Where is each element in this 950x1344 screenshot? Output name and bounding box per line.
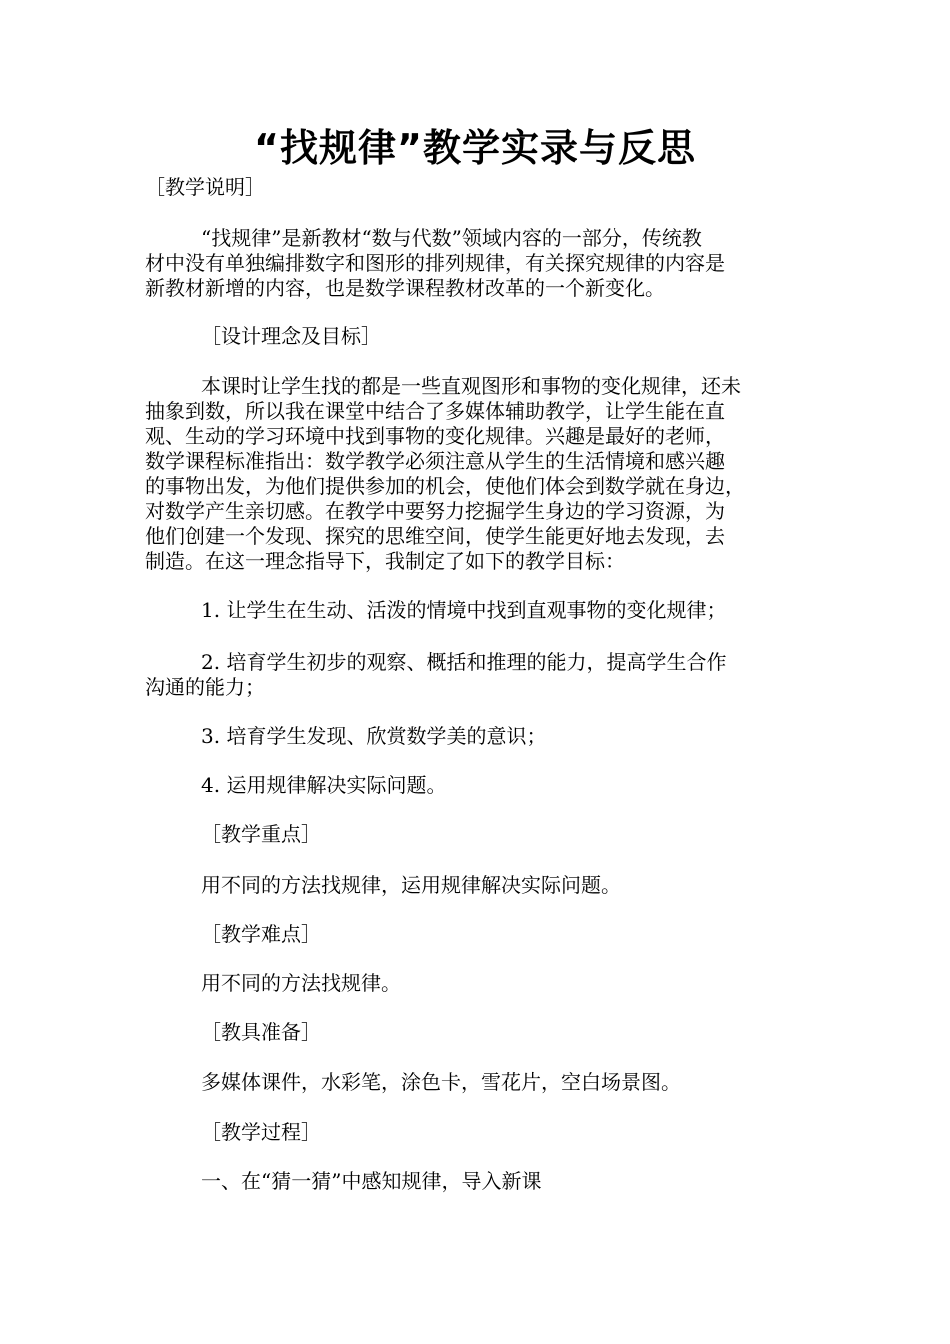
heading-teaching-materials: ［教具准备］	[201, 1020, 321, 1044]
process-step-1: 一、在“猜一猜”中感知规律，导入新课	[201, 1169, 542, 1193]
heading-teaching-description: ［教学说明］	[145, 175, 265, 199]
heading-teaching-process: ［教学过程］	[201, 1120, 321, 1144]
design-line-5: 的事物出发，为他们提供参加的机会，使他们体会到数学就在身边，	[145, 474, 745, 498]
goal-item-2-line-1: 2. 培育学生初步的观察、概括和推理的能力，提高学生合作	[201, 650, 727, 674]
goal-item-3: 3. 培育学生发现、欣赏数学美的意识；	[201, 724, 547, 748]
teaching-materials-text: 多媒体课件，水彩笔，涂色卡，雪花片，空白场景图。	[201, 1070, 681, 1094]
teaching-difficulty-text: 用不同的方法找规律。	[201, 971, 401, 995]
heading-design-concept: ［设计理念及目标］	[201, 324, 381, 348]
design-line-2: 抽象到数，所以我在课堂中结合了多媒体辅助教学，让学生能在直	[145, 399, 725, 423]
goal-item-2-line-2: 沟通的能力；	[145, 675, 265, 699]
heading-teaching-focus: ［教学重点］	[201, 822, 321, 846]
design-line-6: 对数学产生亲切感。在教学中要努力挖掘学生身边的学习资源，为	[145, 499, 725, 523]
design-line-4: 数学课程标准指出：数学教学必须注意从学生的生活情境和感兴趣	[145, 449, 725, 473]
design-line-1: 本课时让学生找的都是一些直观图形和事物的变化规律，还未	[201, 374, 741, 398]
goal-item-4: 4. 运用规律解决实际问题。	[201, 773, 447, 797]
design-line-8: 制造。在这一理念指导下，我制定了如下的教学目标：	[145, 549, 625, 573]
intro-line-3: 新教材新增的内容，也是数学课程教材改革的一个新变化。	[145, 276, 665, 300]
goal-item-1: 1. 让学生在生动、活泼的情境中找到直观事物的变化规律；	[201, 598, 727, 622]
teaching-focus-text: 用不同的方法找规律，运用规律解决实际问题。	[201, 873, 621, 897]
document-title: “找规律”教学实录与反思	[254, 126, 696, 170]
design-line-7: 他们创建一个发现、探究的思维空间，使学生能更好地去发现，去	[145, 524, 725, 548]
design-line-3: 观、生动的学习环境中找到事物的变化规律。兴趣是最好的老师，	[145, 424, 725, 448]
intro-line-2: 材中没有单独编排数字和图形的排列规律，有关探究规律的内容是	[145, 251, 725, 275]
heading-teaching-difficulty: ［教学难点］	[201, 922, 321, 946]
intro-line-1: “找规律”是新教材“数与代数”领域内容的一部分，传统教	[201, 226, 702, 250]
